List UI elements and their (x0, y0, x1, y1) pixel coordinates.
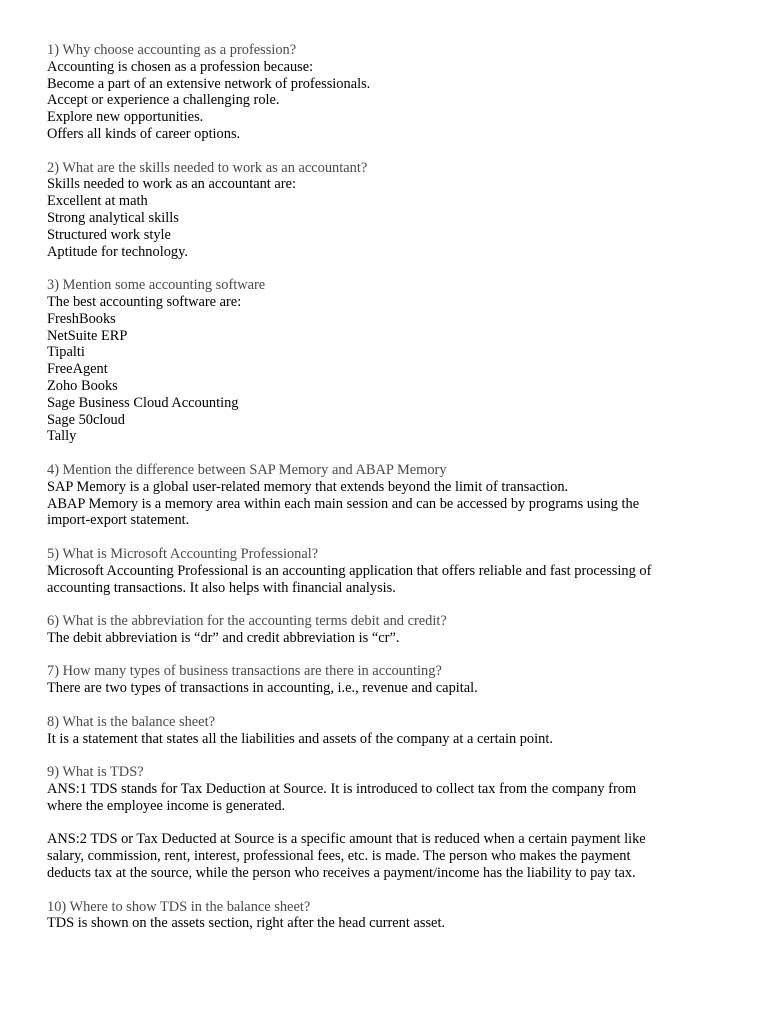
answer-line: Accounting is chosen as a profession because: (47, 58, 314, 75)
answer-line: deducts tax at the source, while the person who receives a payment/income has the liability to pay tax. (47, 865, 636, 882)
answer-line: SAP Memory is a global user-related memory that extends beyond the limit of transaction. (47, 478, 569, 495)
answer-line: Structured work style (47, 226, 171, 243)
answer-line: Offers all kinds of career options. (47, 125, 241, 142)
answer-line: salary, commission, rent, interest, professional fees, etc. is made. The person who makes the payment (47, 848, 631, 865)
answer-line: Accept or experience a challenging role. (47, 92, 280, 109)
answer-line: Tipalti (47, 344, 85, 361)
answer-paragraph (47, 479, 747, 529)
answer-paragraph (47, 563, 747, 597)
paragraph-spacer (47, 815, 747, 832)
answer-line: Explore new opportunities. (47, 109, 204, 126)
question-heading: 10) Where to show TDS in the balance sheet? (47, 898, 311, 915)
answer-line: The debit abbreviation is “dr” and credit abbreviation is “cr”. (47, 629, 400, 646)
answer-line: Strong analytical skills (47, 209, 179, 226)
question-heading: 7) How many types of business transactions are there in accounting? (47, 663, 442, 680)
answer-line: accounting transactions. It also helps with financial analysis. (47, 579, 396, 596)
qa-section (47, 462, 747, 529)
answer-paragraph (47, 731, 747, 748)
question-heading: 3) Mention some accounting software (47, 277, 266, 294)
answer-paragraph (47, 680, 747, 697)
question-heading: 6) What is the abbreviation for the accounting terms debit and credit? (47, 613, 447, 630)
answer-paragraph (47, 59, 747, 143)
qa-section (47, 546, 747, 596)
question-heading: 8) What is the balance sheet? (47, 713, 215, 730)
answer-line: Aptitude for technology. (47, 243, 188, 260)
question-heading: 1) Why choose accounting as a profession? (47, 42, 297, 58)
answer-paragraph (47, 915, 747, 932)
answer-line: Skills needed to work as an accountant are: (47, 176, 296, 193)
qa-section (47, 42, 747, 143)
qa-section (47, 613, 747, 647)
qa-section (47, 764, 747, 882)
qa-section (47, 663, 747, 697)
qa-section (47, 899, 747, 933)
answer-line: FreeAgent (47, 361, 108, 378)
answer-line: FreshBooks (47, 310, 116, 327)
answer-line: Microsoft Accounting Professional is an accounting application that offers reliable and fast processing of (47, 562, 652, 579)
qa-section (47, 714, 747, 748)
answer-line: The best accounting software are: (47, 293, 242, 310)
answer-paragraph (47, 781, 747, 815)
answer-line: Tally (47, 428, 77, 445)
document-body (47, 42, 747, 949)
question-heading: 2) What are the skills needed to work as an accountant? (47, 159, 368, 176)
answer-paragraph (47, 630, 747, 647)
qa-section (47, 160, 747, 261)
answer-line: Sage Business Cloud Accounting (47, 394, 239, 411)
answer-line: There are two types of transactions in accounting, i.e., revenue and capital. (47, 680, 478, 697)
question-heading: 4) Mention the difference between SAP Memory and ABAP Memory (47, 461, 447, 478)
answer-line: Excellent at math (47, 193, 148, 210)
qa-section (47, 277, 747, 445)
answer-line: Zoho Books (47, 377, 118, 394)
answer-line: ANS:2 TDS or Tax Deducted at Source is a specific amount that is reduced when a certain payment like (47, 831, 646, 848)
answer-line: TDS is shown on the assets section, right after the head current asset. (47, 915, 446, 932)
answer-line: NetSuite ERP (47, 327, 128, 344)
answer-line: ABAP Memory is a memory area within each main session and can be accessed by programs using the (47, 495, 640, 512)
answer-line: Sage 50cloud (47, 411, 125, 428)
question-heading: 9) What is TDS? (47, 764, 144, 781)
answer-paragraph (47, 831, 747, 881)
answer-line: import-export statement. (47, 512, 190, 529)
answer-line: where the employee income is generated. (47, 797, 286, 814)
answer-line: ANS:1 TDS stands for Tax Deduction at Source. It is introduced to collect tax from the company from (47, 781, 637, 798)
answer-line: It is a statement that states all the liabilities and assets of the company at a certain point. (47, 730, 553, 747)
answer-line: Become a part of an extensive network of professionals. (47, 75, 371, 92)
answer-paragraph (47, 176, 747, 260)
answer-paragraph (47, 294, 747, 445)
question-heading: 5) What is Microsoft Accounting Professional? (47, 545, 319, 562)
